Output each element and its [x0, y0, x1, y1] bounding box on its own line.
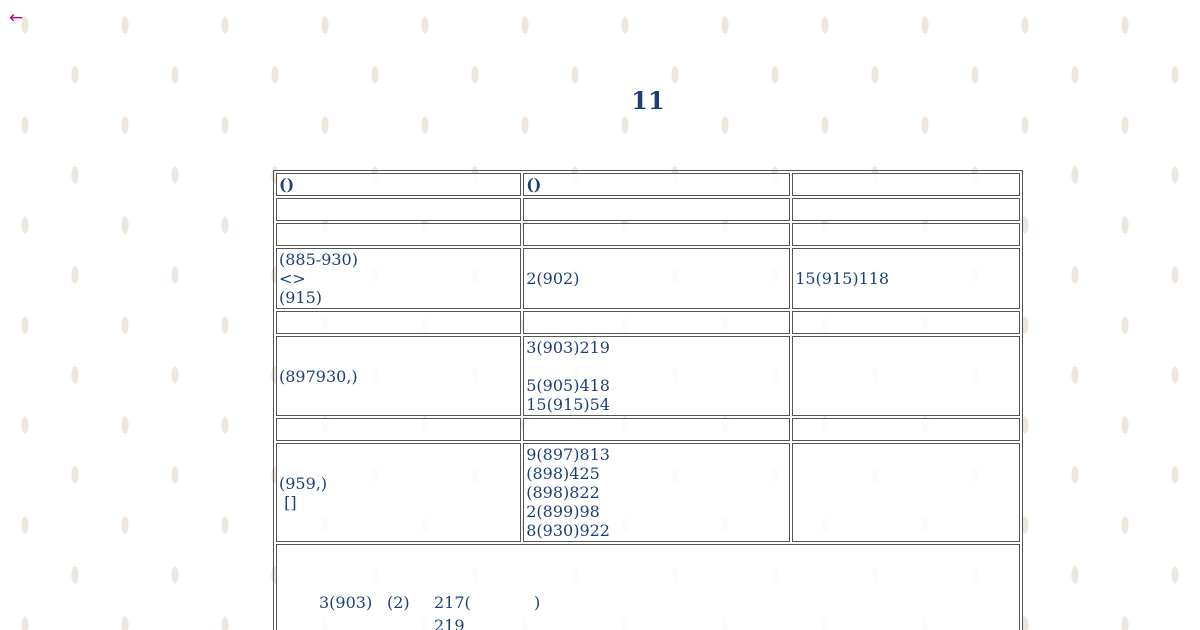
- cell-text-line: <>: [279, 269, 306, 288]
- notes-col-3: 217(: [434, 593, 471, 612]
- cell-text-line: (897930,): [279, 366, 358, 386]
- cell-text-line: 2(899)98: [526, 502, 600, 521]
- table-row: [276, 443, 1020, 542]
- table-cell-3: [792, 336, 1020, 416]
- table-cell-3: [792, 248, 1020, 309]
- cell-text-line: 5(905)418: [526, 376, 610, 395]
- table-cell-3: [792, 311, 1020, 334]
- cell-text-line: 15(915)118: [795, 269, 890, 288]
- header-cell-2: (): [523, 173, 790, 196]
- data-table: [273, 170, 1023, 630]
- cell-text-line: (915): [279, 288, 323, 307]
- table-row: [276, 336, 1020, 416]
- table-row: [276, 248, 1020, 309]
- cell-text-line: (898)425: [526, 464, 600, 483]
- notes-col-1: 3(903): [319, 593, 373, 612]
- cell-text-line: (885-930): [279, 250, 358, 269]
- cell-text-line: 15(915)54: [526, 395, 610, 414]
- table-cell-1: [276, 223, 521, 246]
- table-cell-2: [523, 418, 790, 441]
- table-cell-2: [523, 336, 790, 416]
- table-row: [276, 223, 1020, 246]
- notes-col-4: ): [534, 593, 541, 612]
- table-cell-3: [792, 418, 1020, 441]
- table-header-row: [276, 173, 1020, 196]
- notes-line-2: 219: [434, 616, 465, 630]
- header-cell-1: (): [276, 173, 521, 196]
- table-cell-2: [523, 198, 790, 221]
- notes-line: [319, 593, 540, 612]
- back-arrow-link[interactable]: ←: [9, 8, 24, 28]
- notes-cell: [276, 544, 1020, 630]
- table-row: [276, 198, 1020, 221]
- table-cell-1: [276, 418, 521, 441]
- header-cell-3: [792, 173, 1020, 196]
- table-row: [276, 311, 1020, 334]
- cell-text-line: 2(902): [526, 269, 580, 288]
- table-cell-1: [276, 443, 521, 542]
- notes-row: [276, 544, 1020, 630]
- table-cell-1: [276, 198, 521, 221]
- table-cell-3: [792, 443, 1020, 542]
- cell-text-line: 8(930)922: [526, 521, 610, 540]
- cell-text-line: [526, 357, 787, 376]
- table-row: [276, 418, 1020, 441]
- page-title: 11: [631, 86, 665, 115]
- notes-col-2: (2): [387, 593, 410, 612]
- table-cell-3: [792, 198, 1020, 221]
- table-cell-1: [276, 311, 521, 334]
- table-cell-2: [523, 311, 790, 334]
- table-cell-2: [523, 223, 790, 246]
- table-cell-1: [276, 248, 521, 309]
- cell-text-line: []: [279, 492, 297, 512]
- cell-text-line: 3(903)219: [526, 338, 610, 357]
- table-cell-2: [523, 443, 790, 542]
- cell-text-line: 9(897)813: [526, 445, 610, 464]
- table-cell-3: [792, 223, 1020, 246]
- cell-text-line: (959,): [279, 473, 328, 493]
- table-cell-1: [276, 336, 521, 416]
- cell-text-line: (898)822: [526, 483, 600, 502]
- table-cell-2: [523, 248, 790, 309]
